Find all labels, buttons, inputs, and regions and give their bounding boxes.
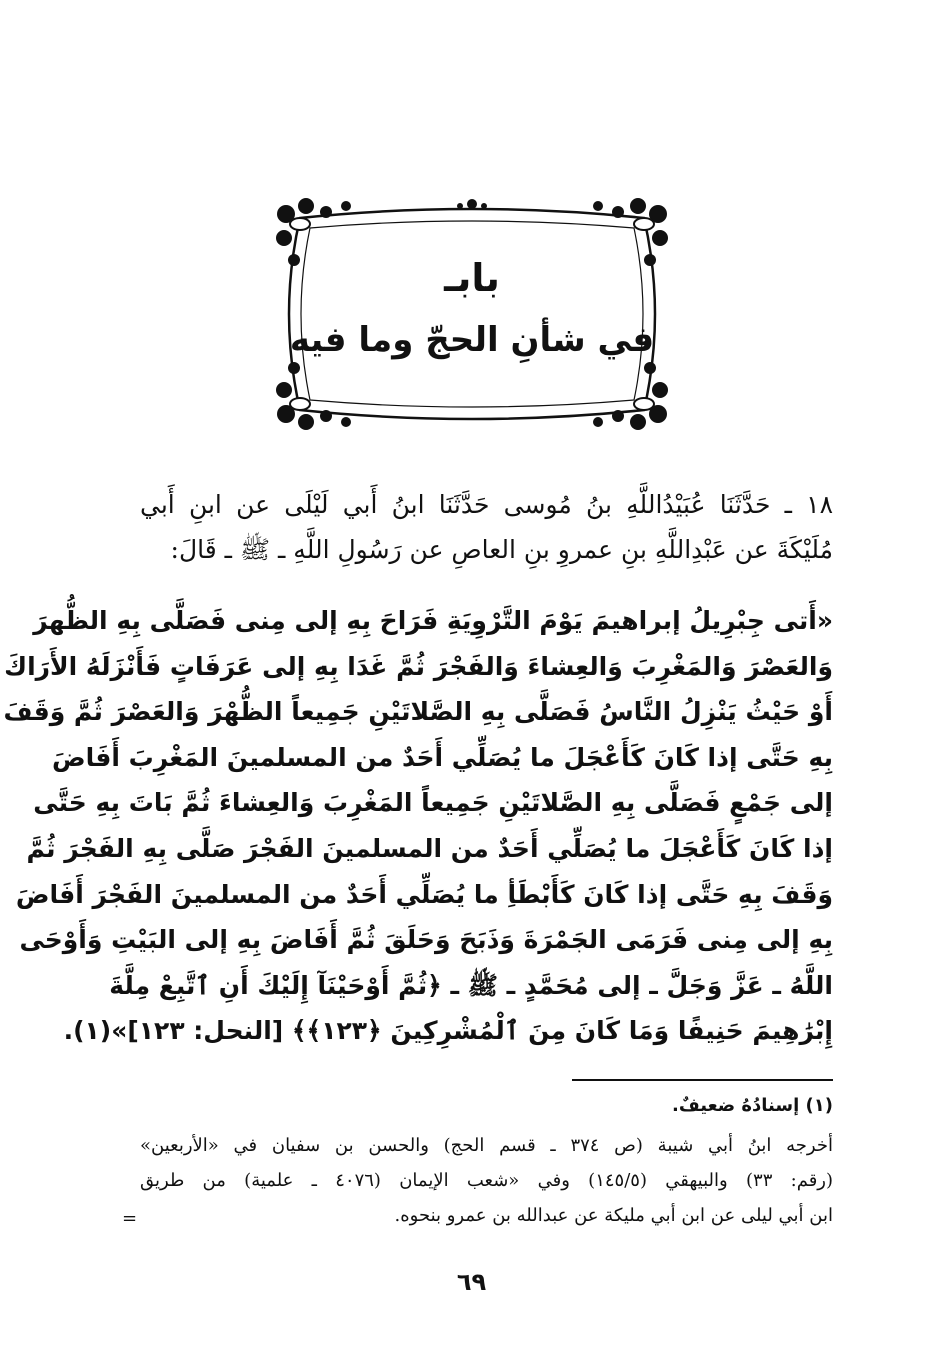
matn-line: «أَتى جِبْرِيلُ إبراهيمَ يَوْمَ التَّرْوِيَةِ فَرَاحَ بِهِ إلى مِنى فَصَلَّى بِهِ الظُّهرَ: [33, 606, 833, 635]
matn-line: وَالعَصْرَ وَالمَغْرِبَ وَالعِشاءَ وَالفَجْرَ ثُمَّ غَدَا بِهِ إلى عَرَفَاتٍ فَأَنْزَلَهُ الأَرَاكَ: [4, 651, 833, 681]
isnad-line: ١٨ ـ حَدَّثَنَا عُبَيْدُاللَّهِ بنُ مُوسى حَدَّثَنَا ابنُ أَبي لَيْلَى عن ابنِ أَبي: [140, 490, 833, 519]
floral-corner-bottom-right: [593, 362, 668, 430]
matn-line: إذا كَانَ كَأَعْجَلَ ما يُصَلِّي أَحَدٌ من المسلمينَ الفَجْرَ صَلَّى بِهِ الفَجْرَ ثُمَّ: [26, 833, 833, 863]
matn-line: وَقَفَ بِهِ حَتَّى إذا كَانَ كَأَبْطَأِ ما يُصَلِّي أَحَدٌ من المسلمينَ الفَجْرَ أَفَاضَ: [15, 879, 833, 909]
page-number: ٦٩: [456, 1268, 487, 1296]
floral-corner-bottom-left: [276, 362, 351, 430]
chapter-subtitle: في شأنِ الحجّ وما فيه: [289, 320, 655, 360]
matn-line: بِهِ إلى مِنى فَرَمَى الجَمْرَةَ وَذَبَحَ وَحَلَقَ ثُمَّ أَفَاضَ بِهِ إلى البَيْتِ وَأَوْحَى: [19, 925, 833, 955]
footnote-separator: [572, 1079, 833, 1081]
footnote-line: (١) إسنادُهُ ضعيفٌ.: [671, 1095, 833, 1116]
footnote-line: (رقم: ٣٣) والبيهقي (١٤٥/٥) وفي «شعب الإيمان (٤٠٧٦ ـ علمية) من طريق: [140, 1170, 834, 1191]
footnote-1-heading: [140, 1090, 833, 1122]
footnote-line: أخرجه ابنُ أبي شيبة (ص ٣٧٤ ـ قسم الحج) والحسن بن سفيان في «الأربعين»: [140, 1135, 833, 1156]
chapter-title: بابـ: [444, 256, 500, 300]
matn-line: بِهِ حَتَّى إذا كَانَ كَأَعْجَلَ ما يُصَلِّي أَحَدٌ من المسلمينَ المَغْرِبَ أَفَاضَ: [51, 742, 833, 772]
matn-line: اللَّهُ ـ عَزَّ وَجَلَّ ـ إلى مُحَمَّدٍ ـ ﷺ ـ ﴿ثُمَّ أَوْحَيْنَآ إِلَيْكَ أَنِ ٱتَّبِعْ مِلَّةَ: [109, 970, 833, 1000]
hadith-isnad: [140, 482, 833, 572]
footnote-line: ابن أبي ليلى عن ابن أبي مليكة عن عبدالله بن عمرو بنحوه.: [394, 1205, 833, 1226]
chapter-frame: [272, 196, 672, 432]
footnote-1-body: [140, 1128, 833, 1233]
matn-line: إِبْرَٰهِيمَ حَنِيفًا وَمَا كَانَ مِنَ ٱلْمُشْرِكِينَ ﴿١٢٣﴾﴾ [النحل: ١٢٣]»(١).: [63, 1016, 833, 1046]
ornamental-border: [272, 196, 672, 432]
matn-line: إلى جَمْعٍ فَصَلَّى بِهِ الصَّلاتَيْنِ جَمِيعاً المَغْرِبَ وَالعِشاءَ ثُمَّ بَاتَ بِهِ حَتَّى: [33, 788, 833, 818]
isnad-line: مُلَيْكَةَ عن عَبْدِاللَّهِ بنِ عمروِ بنِ العاصِ عن رَسُولِ اللَّهِ ـ ﷺ ـ قَالَ:: [170, 535, 833, 564]
floral-top-center: [457, 199, 487, 209]
footnote-continuation-mark: =: [122, 1208, 138, 1229]
matn-line: أَوْ حَيْثُ يَنْزِلُ النَّاسُ فَصَلَّى بِهِ الصَّلاتَيْنِ جَمِيعاً الظُّهْرَ وَالعَصْرَ ثُمَّ وَقَفَ: [3, 697, 833, 727]
hadith-matn: [3, 598, 833, 1054]
